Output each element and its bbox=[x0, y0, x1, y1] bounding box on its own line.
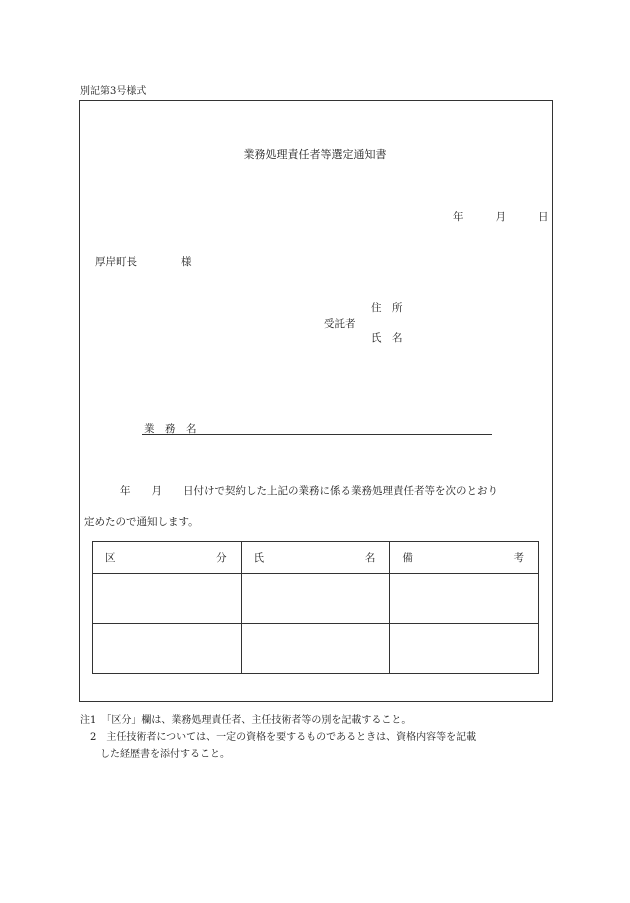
business-name-underline bbox=[142, 434, 492, 435]
note-2-line1: 2 主任技術者については、一定の資格を要するものであるときは、資格内容等を記載 bbox=[90, 732, 477, 743]
note-1: 注1 「区分」欄は、業務処理責任者、主任技術者等の別を記載すること。 bbox=[80, 715, 412, 726]
date-line bbox=[453, 209, 549, 224]
table-header-row bbox=[93, 542, 539, 574]
addressee-name: 厚岸町長 bbox=[95, 256, 137, 268]
name-label: 氏 名 bbox=[371, 332, 403, 344]
contractor-label: 受託者 bbox=[324, 318, 356, 330]
date-day: 日 bbox=[538, 211, 549, 223]
date-month: 月 bbox=[495, 211, 506, 223]
table-row bbox=[93, 624, 539, 674]
table-cell bbox=[93, 624, 242, 674]
document-title: 業務処理責任者等選定通知書 bbox=[243, 148, 387, 161]
assignment-table bbox=[92, 541, 539, 674]
table-cell bbox=[390, 624, 539, 674]
form-label: 別記第3号様式 bbox=[80, 86, 147, 97]
addressee-honorific: 様 bbox=[181, 256, 192, 268]
header-name: 氏 名 bbox=[241, 542, 390, 574]
table-cell bbox=[93, 574, 242, 624]
note-2-line2: した経歴書を添付すること。 bbox=[100, 749, 230, 760]
table-cell bbox=[390, 574, 539, 624]
body-text-line1: 年 月 日付けで契約した上記の業務に係る業務処理責任者等を次のとおり bbox=[120, 485, 498, 497]
body-text-line2: 定めたので通知します。 bbox=[84, 516, 199, 528]
business-name-label: 業 務 名 bbox=[144, 423, 197, 435]
addressee bbox=[95, 254, 192, 269]
header-category: 区 分 bbox=[93, 542, 242, 574]
table-cell bbox=[241, 574, 390, 624]
header-remarks: 備 考 bbox=[390, 542, 539, 574]
address-label: 住 所 bbox=[371, 302, 403, 314]
notes bbox=[80, 712, 476, 763]
date-year: 年 bbox=[453, 211, 464, 223]
table-cell bbox=[241, 624, 390, 674]
table-row bbox=[93, 574, 539, 624]
